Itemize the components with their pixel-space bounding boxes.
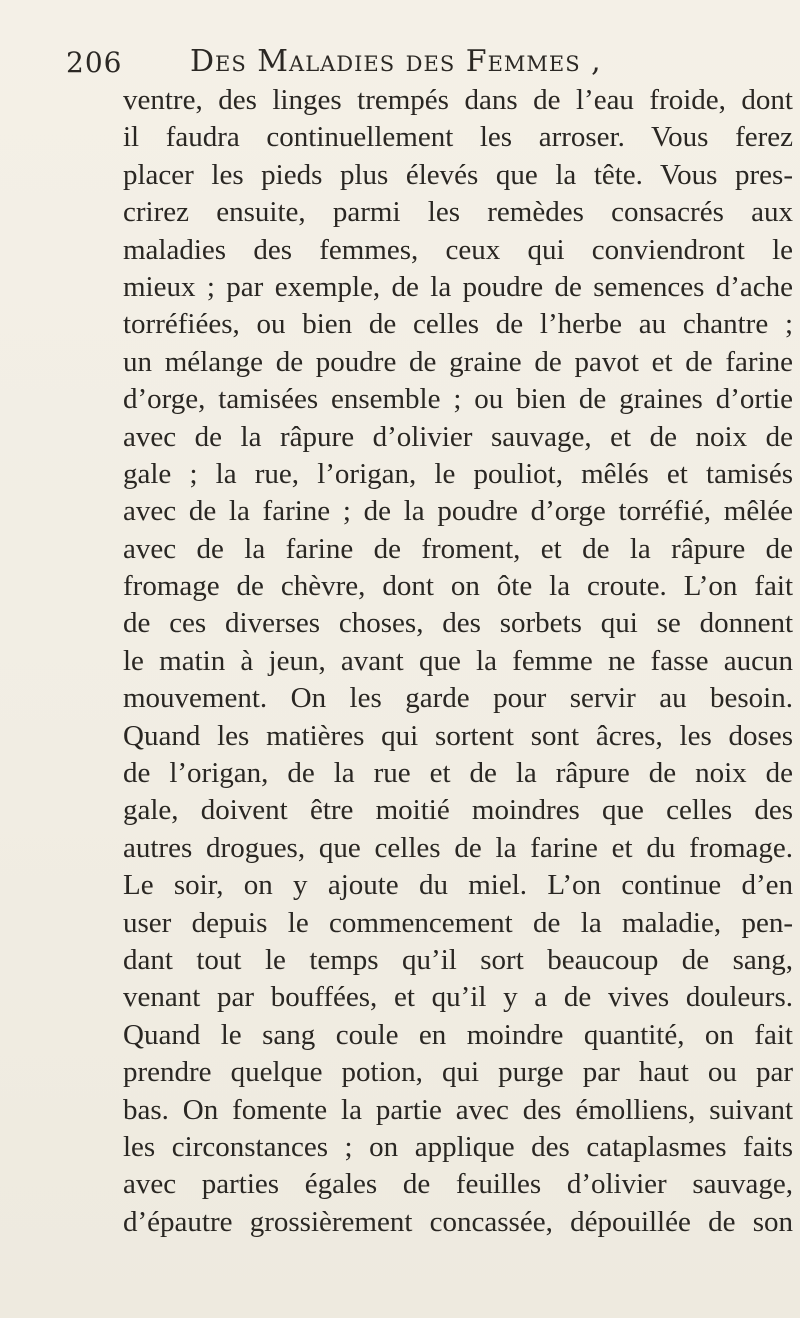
text-line: mieux ; par exemple, de la poudre de semences d’ache xyxy=(123,270,793,303)
running-title: Des Maladies des Femmes , xyxy=(190,44,602,79)
text-line: venant par bouffées, et qu’il y a de vives douleurs. xyxy=(123,981,793,1014)
text-line: de ces diverses choses, des sorbets qui se donnent xyxy=(123,607,793,640)
text-line: il faudra continuellement les arroser. Vous ferez xyxy=(123,121,793,154)
text-line: Le soir, on y ajoute du miel. L’on continue d’en xyxy=(123,869,793,902)
text-line: un mélange de poudre de graine de pavot et de farine xyxy=(123,345,793,378)
text-line: d’orge, tamisées ensemble ; ou bien de graines d’ortie xyxy=(123,383,793,416)
text-line: Quand les matières qui sortent sont âcres, les doses xyxy=(123,719,793,752)
text-line: les circonstances ; on applique des cataplasmes faits xyxy=(123,1130,793,1163)
text-line: user depuis le commencement de la maladie, pen- xyxy=(123,906,793,939)
text-line: avec parties égales de feuilles d’olivier sauvage, xyxy=(123,1168,793,1201)
body-text xyxy=(123,82,793,1241)
text-line: fromage de chèvre, dont on ôte la croute. L’on fait xyxy=(123,570,793,603)
text-line: dant tout le temps qu’il sort beaucoup de sang, xyxy=(123,943,793,976)
text-line: placer les pieds plus élevés que la tête. Vous pres- xyxy=(123,158,793,191)
text-line: gale ; la rue, l’origan, le pouliot, mêlés et tamisés xyxy=(123,457,793,490)
text-line: avec de la farine de froment, et de la râpure de xyxy=(123,532,793,565)
text-line: gale, doivent être moitié moindres que celles des xyxy=(123,794,793,827)
page-number: 206 xyxy=(66,46,123,79)
text-line: bas. On fomente la partie avec des émolliens, suivant xyxy=(123,1093,793,1126)
text-line: crirez ensuite, parmi les remèdes consacrés aux xyxy=(123,196,793,229)
text-line: ventre, des linges trempés dans de l’eau froide, dont xyxy=(123,84,793,116)
text-line: torréfiées, ou bien de celles de l’herbe au chantre ; xyxy=(123,308,793,341)
text-line: avec de la râpure d’olivier sauvage, et de noix de xyxy=(123,420,793,453)
text-line: le matin à jeun, avant que la femme ne fasse aucun xyxy=(123,644,793,677)
text-line: prendre quelque potion, qui purge par haut ou par xyxy=(123,1056,793,1089)
text-line: de l’origan, de la rue et de la râpure de noix de xyxy=(123,757,793,790)
text-line: d’épautre grossièrement concassée, dépouillée de son xyxy=(123,1205,793,1238)
text-line: maladies des femmes, ceux qui conviendront le xyxy=(123,233,793,266)
text-line: autres drogues, que celles de la farine et du fromage. xyxy=(123,831,793,864)
text-line: Quand le sang coule en moindre quantité, on fait xyxy=(123,1018,793,1051)
text-line: mouvement. On les garde pour servir au besoin. xyxy=(123,682,793,715)
text-line: avec de la farine ; de la poudre d’orge torréfié, mêlée xyxy=(123,495,793,528)
